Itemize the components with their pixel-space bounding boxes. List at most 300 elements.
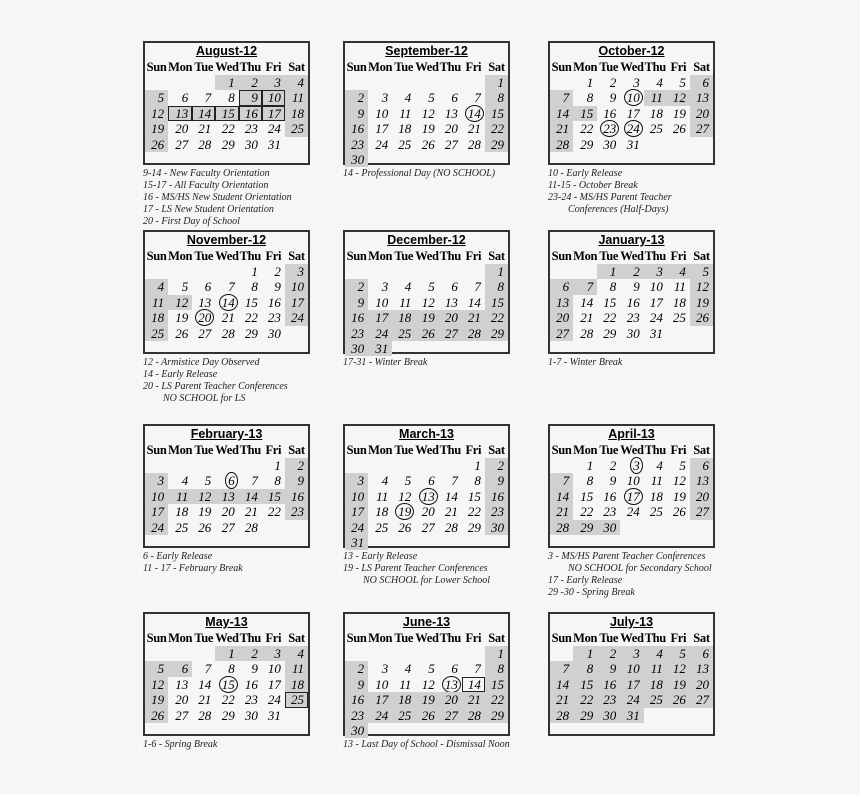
day-cell: [644, 310, 667, 325]
day-number: 12: [672, 90, 686, 106]
day-cell: [667, 310, 690, 325]
day-cell: [439, 661, 462, 676]
day-cell: [145, 473, 168, 488]
weekday-header: Tue: [194, 60, 214, 74]
day-number: 1: [274, 458, 281, 473]
day-cell: [690, 677, 713, 692]
day-number: 22: [491, 692, 504, 708]
day-number: 27: [696, 504, 709, 520]
weekday-header: Mon: [573, 60, 598, 74]
day-number: 18: [649, 105, 663, 121]
empty-cell: [415, 458, 438, 473]
day-cell: [262, 137, 285, 152]
day-number: 27: [175, 707, 189, 723]
day-cell: [168, 489, 192, 504]
note-line: 17-31 - Winter Break: [343, 357, 428, 368]
day-grid: [550, 630, 713, 723]
day-number: 21: [244, 504, 258, 520]
note-line: 20 - LS Parent Teacher Conferences: [143, 381, 288, 392]
day-number: 10: [649, 279, 663, 295]
day-number: 9: [251, 661, 258, 677]
day-cell: [690, 661, 713, 676]
month-calendar: [143, 424, 310, 575]
day-number: 21: [580, 310, 594, 326]
day-number: 18: [672, 294, 686, 310]
day-number: 16: [351, 692, 365, 708]
day-cell: [415, 310, 438, 325]
day-number: 9: [297, 473, 304, 489]
day-number: 21: [556, 504, 570, 520]
day-number: 12: [151, 676, 165, 692]
day-cell: [462, 137, 485, 152]
day-number: 7: [204, 661, 212, 677]
day-cell: [192, 295, 215, 310]
day-number: 27: [444, 707, 458, 723]
empty-cell: [168, 646, 192, 661]
empty-cell: [462, 264, 485, 279]
day-number: 18: [291, 676, 304, 692]
day-number: 28: [467, 136, 481, 152]
weekday-header: Wed: [620, 631, 644, 645]
day-number: 28: [244, 519, 258, 535]
day-cell: [262, 646, 285, 661]
day-number: 19: [672, 488, 686, 504]
day-number: 23: [603, 692, 617, 708]
day-cell: [168, 310, 192, 325]
day-cell: [550, 677, 573, 692]
day-number: 14: [580, 294, 594, 310]
day-number: 30: [351, 722, 365, 738]
day-cell: [345, 310, 368, 325]
day-cell: [462, 326, 485, 341]
note-line: 13 - Last Day of School - Dismissal Noon: [343, 739, 510, 750]
day-number: 24: [375, 325, 389, 341]
month-title: March-13: [399, 427, 454, 441]
day-cell: [439, 279, 462, 294]
day-cell: [644, 489, 667, 504]
day-cell: [620, 646, 643, 661]
day-number: 10: [626, 661, 640, 677]
month-notes: [548, 551, 715, 599]
day-number: 22: [467, 504, 481, 520]
day-cell: [597, 75, 620, 90]
day-cell: [368, 121, 392, 136]
day-number: 23: [491, 504, 504, 520]
empty-cell: [368, 646, 392, 661]
day-cell: [215, 661, 238, 676]
day-cell: [285, 677, 308, 692]
day-cell: [415, 504, 438, 519]
weekday-header: Mon: [168, 249, 193, 263]
day-cell: [644, 264, 667, 279]
day-number: 12: [421, 294, 435, 310]
day-number: 24: [626, 504, 640, 520]
day-number: 10: [291, 279, 304, 295]
empty-cell: [392, 264, 415, 279]
day-cell: [690, 121, 713, 136]
day-cell: [597, 458, 620, 473]
day-cell: [620, 279, 643, 294]
weekday-header: Mon: [168, 631, 193, 645]
day-cell: [439, 137, 462, 152]
month-calendar: [143, 230, 310, 405]
day-cell: [215, 121, 238, 136]
day-cell: [415, 106, 438, 121]
day-number: 14: [467, 676, 481, 692]
day-number: 19: [672, 676, 686, 692]
day-number: 21: [556, 121, 570, 137]
day-number: 6: [702, 458, 709, 473]
month-title: September-12: [385, 44, 468, 58]
day-cell: [145, 677, 168, 692]
month-title: April-13: [608, 427, 655, 441]
day-cell: [392, 520, 415, 535]
day-number: 20: [444, 692, 458, 708]
weekday-header: Wed: [415, 60, 439, 74]
weekday-header: Sat: [488, 249, 505, 263]
day-cell: [644, 106, 667, 121]
weekday-header: Fri: [465, 249, 482, 263]
day-number: 15: [491, 676, 504, 692]
day-number: 16: [244, 105, 258, 121]
day-cell: [439, 489, 462, 504]
day-number: 22: [580, 692, 594, 708]
day-number: 25: [291, 121, 304, 137]
month-title: December-12: [387, 233, 466, 247]
day-number: 13: [696, 661, 709, 677]
day-cell: [597, 708, 620, 723]
day-number: 27: [444, 325, 458, 341]
weekday-header: Sat: [693, 631, 710, 645]
day-number: 1: [586, 75, 594, 90]
weekday-header: Sun: [551, 249, 572, 263]
day-number: 24: [151, 519, 165, 535]
day-number: 4: [656, 646, 663, 661]
empty-cell: [550, 458, 573, 473]
day-number: 10: [351, 488, 365, 504]
day-number: 8: [497, 661, 504, 677]
day-number: 23: [351, 325, 365, 341]
day-cell: [345, 692, 368, 707]
day-number: 4: [656, 458, 663, 473]
day-number: 30: [603, 519, 617, 535]
day-cell: [667, 646, 690, 661]
day-cell: [485, 295, 508, 310]
weekday-header: Thu: [439, 249, 461, 263]
day-number: 5: [157, 661, 165, 677]
day-cell: [644, 646, 667, 661]
note-line: Conferences (Half-Days): [568, 204, 669, 215]
day-number: 29: [491, 707, 504, 723]
day-number: 2: [633, 264, 640, 279]
note-line: 15-17 - All Faculty Orientation: [143, 180, 269, 191]
month-notes: [343, 551, 510, 587]
day-cell: [597, 661, 620, 676]
day-number: 29: [467, 519, 481, 535]
day-number: 11: [152, 294, 165, 310]
day-cell: [573, 646, 597, 661]
day-cell: [392, 504, 415, 519]
day-cell: [145, 137, 168, 152]
day-cell: [192, 279, 215, 294]
month-title: February-13: [190, 427, 263, 441]
day-number: 21: [467, 121, 481, 137]
day-cell: [573, 708, 597, 723]
day-cell: [667, 264, 690, 279]
day-cell: [573, 326, 597, 341]
day-cell: [215, 692, 238, 707]
day-cell: [285, 90, 308, 105]
day-number: 21: [198, 692, 212, 708]
weekday-header: Thu: [644, 443, 666, 457]
day-cell: [285, 121, 308, 136]
day-number: 27: [556, 325, 570, 341]
day-number: 22: [603, 310, 617, 326]
day-cell: [667, 295, 690, 310]
day-number: 3: [656, 264, 663, 279]
weekday-header: Thu: [644, 60, 666, 74]
day-cell: [620, 310, 643, 325]
day-cell: [285, 489, 308, 504]
day-cell: [262, 692, 285, 707]
day-cell: [368, 326, 392, 341]
day-number: 6: [225, 472, 238, 489]
day-number: 27: [696, 692, 709, 708]
day-number: 14: [467, 294, 481, 310]
day-cell: [690, 90, 713, 105]
empty-cell: [145, 646, 168, 661]
day-number: 11: [650, 661, 663, 677]
day-number: 3: [381, 279, 389, 295]
day-cell: [392, 677, 415, 692]
day-cell: [690, 106, 713, 121]
day-cell: [192, 692, 215, 707]
weekday-header: Fri: [670, 631, 687, 645]
empty-cell: [345, 646, 368, 661]
day-cell: [415, 137, 438, 152]
day-number: 23: [267, 310, 281, 326]
day-cell: [597, 295, 620, 310]
day-number: 21: [198, 121, 212, 137]
day-cell: [262, 279, 285, 294]
day-cell: [239, 264, 262, 279]
day-number: 3: [274, 75, 281, 90]
weekday-header: Fri: [265, 631, 282, 645]
month-notes: [548, 168, 715, 216]
month-notes: [343, 357, 510, 369]
day-number: 24: [375, 136, 389, 152]
empty-cell: [368, 75, 392, 90]
day-number: 16: [351, 121, 365, 137]
day-number: 7: [204, 90, 212, 106]
weekday-header: Sat: [693, 60, 710, 74]
day-cell: [262, 677, 285, 692]
day-number: 26: [672, 504, 686, 520]
weekday-header: Sun: [146, 631, 167, 645]
day-number: 7: [451, 473, 458, 489]
day-cell: [667, 677, 690, 692]
day-cell: [285, 646, 308, 661]
day-number: 4: [297, 646, 304, 661]
note-line: NO SCHOOL for Secondary School: [568, 563, 712, 574]
day-number: 18: [151, 310, 165, 326]
day-cell: [439, 106, 462, 121]
weekday-header: Thu: [239, 249, 261, 263]
day-number: 26: [398, 519, 412, 535]
day-cell: [485, 646, 508, 661]
day-number: 30: [351, 340, 365, 356]
day-cell: [485, 458, 508, 473]
day-cell: [550, 326, 573, 341]
day-cell: [439, 677, 462, 692]
day-cell: [345, 723, 368, 738]
weekday-header: Fri: [465, 60, 482, 74]
day-cell: [550, 504, 573, 519]
day-cell: [415, 121, 438, 136]
day-cell: [415, 295, 438, 310]
day-number: 5: [181, 279, 189, 295]
day-cell: [285, 264, 308, 279]
weekday-header: Thu: [644, 631, 666, 645]
empty-cell: [392, 75, 415, 90]
day-cell: [485, 279, 508, 294]
day-cell: [345, 473, 368, 488]
empty-cell: [345, 75, 368, 90]
note-line: 14 - Professional Day (NO SCHOOL): [343, 168, 496, 179]
day-number: 1: [251, 264, 258, 279]
day-number: 18: [398, 310, 412, 326]
day-cell: [285, 75, 308, 90]
day-cell: [345, 90, 368, 105]
empty-cell: [192, 458, 215, 473]
day-cell: [550, 121, 573, 136]
day-number: 10: [624, 89, 643, 106]
day-cell: [620, 75, 643, 90]
day-number: 10: [151, 488, 165, 504]
day-grid: [550, 59, 713, 152]
day-cell: [262, 473, 285, 488]
day-number: 12: [672, 473, 686, 489]
day-cell: [485, 106, 508, 121]
day-cell: [667, 121, 690, 136]
day-cell: [644, 295, 667, 310]
day-number: 14: [198, 676, 212, 692]
day-number: 31: [351, 534, 365, 550]
weekday-header: Sat: [288, 60, 305, 74]
day-number: 20: [421, 504, 435, 520]
day-number: 16: [267, 294, 281, 310]
weekday-header: Sun: [551, 443, 572, 457]
day-cell: [485, 310, 508, 325]
day-cell: [192, 661, 215, 676]
day-number: 4: [404, 90, 412, 106]
day-number: 31: [626, 136, 640, 152]
day-cell: [145, 326, 168, 341]
day-cell: [415, 279, 438, 294]
weekday-header: Mon: [573, 443, 598, 457]
day-cell: [573, 677, 597, 692]
day-cell: [168, 106, 192, 121]
note-line: 3 - MS/HS Parent Teacher Conferences: [548, 551, 706, 562]
day-cell: [644, 326, 667, 341]
day-cell: [550, 295, 573, 310]
empty-cell: [415, 75, 438, 90]
day-number: 11: [673, 279, 686, 295]
weekday-header: Sat: [693, 249, 710, 263]
weekday-header: Sun: [146, 249, 167, 263]
empty-cell: [550, 75, 573, 90]
day-cell: [368, 708, 392, 723]
empty-cell: [550, 646, 573, 661]
day-number: 24: [291, 310, 304, 326]
day-number: 8: [586, 90, 594, 106]
day-number: 12: [151, 105, 165, 121]
day-number: 13: [175, 105, 189, 121]
day-cell: [573, 504, 597, 519]
empty-cell: [573, 264, 597, 279]
day-cell: [620, 661, 643, 676]
day-number: 1: [228, 75, 235, 90]
weekday-header: Thu: [439, 60, 461, 74]
day-cell: [690, 473, 713, 488]
day-cell: [368, 692, 392, 707]
day-number: 9: [251, 90, 258, 106]
day-cell: [392, 137, 415, 152]
day-number: 18: [375, 504, 389, 520]
day-number: 5: [679, 458, 686, 473]
day-number: 31: [649, 325, 663, 341]
day-cell: [168, 279, 192, 294]
day-number: 29: [580, 707, 594, 723]
day-number: 5: [679, 75, 686, 90]
day-cell: [439, 310, 462, 325]
day-number: 4: [381, 473, 389, 489]
day-number: 15: [219, 676, 238, 693]
day-cell: [485, 137, 508, 152]
day-number: 2: [609, 458, 617, 473]
day-cell: [368, 295, 392, 310]
day-cell: [262, 489, 285, 504]
day-number: 15: [221, 105, 235, 121]
day-number: 28: [467, 707, 481, 723]
day-cell: [573, 310, 597, 325]
day-cell: [690, 646, 713, 661]
day-number: 22: [221, 692, 235, 708]
weekday-header: Wed: [415, 631, 439, 645]
day-cell: [345, 121, 368, 136]
weekday-header: Wed: [620, 60, 644, 74]
day-cell: [168, 520, 192, 535]
weekday-header: Thu: [239, 443, 261, 457]
empty-cell: [168, 264, 192, 279]
day-cell: [192, 489, 215, 504]
day-number: 19: [421, 692, 435, 708]
day-number: 20: [696, 676, 709, 692]
day-cell: [573, 279, 597, 294]
day-cell: [239, 708, 262, 723]
day-number: 17: [626, 105, 640, 121]
day-cell: [262, 90, 285, 105]
day-cell: [285, 295, 308, 310]
day-number: 9: [633, 279, 640, 295]
day-number: 3: [297, 264, 304, 279]
day-cell: [168, 295, 192, 310]
empty-cell: [168, 75, 192, 90]
day-number: 8: [586, 473, 594, 489]
empty-cell: [439, 458, 462, 473]
day-number: 23: [244, 121, 258, 137]
weekday-header: Tue: [394, 249, 414, 263]
